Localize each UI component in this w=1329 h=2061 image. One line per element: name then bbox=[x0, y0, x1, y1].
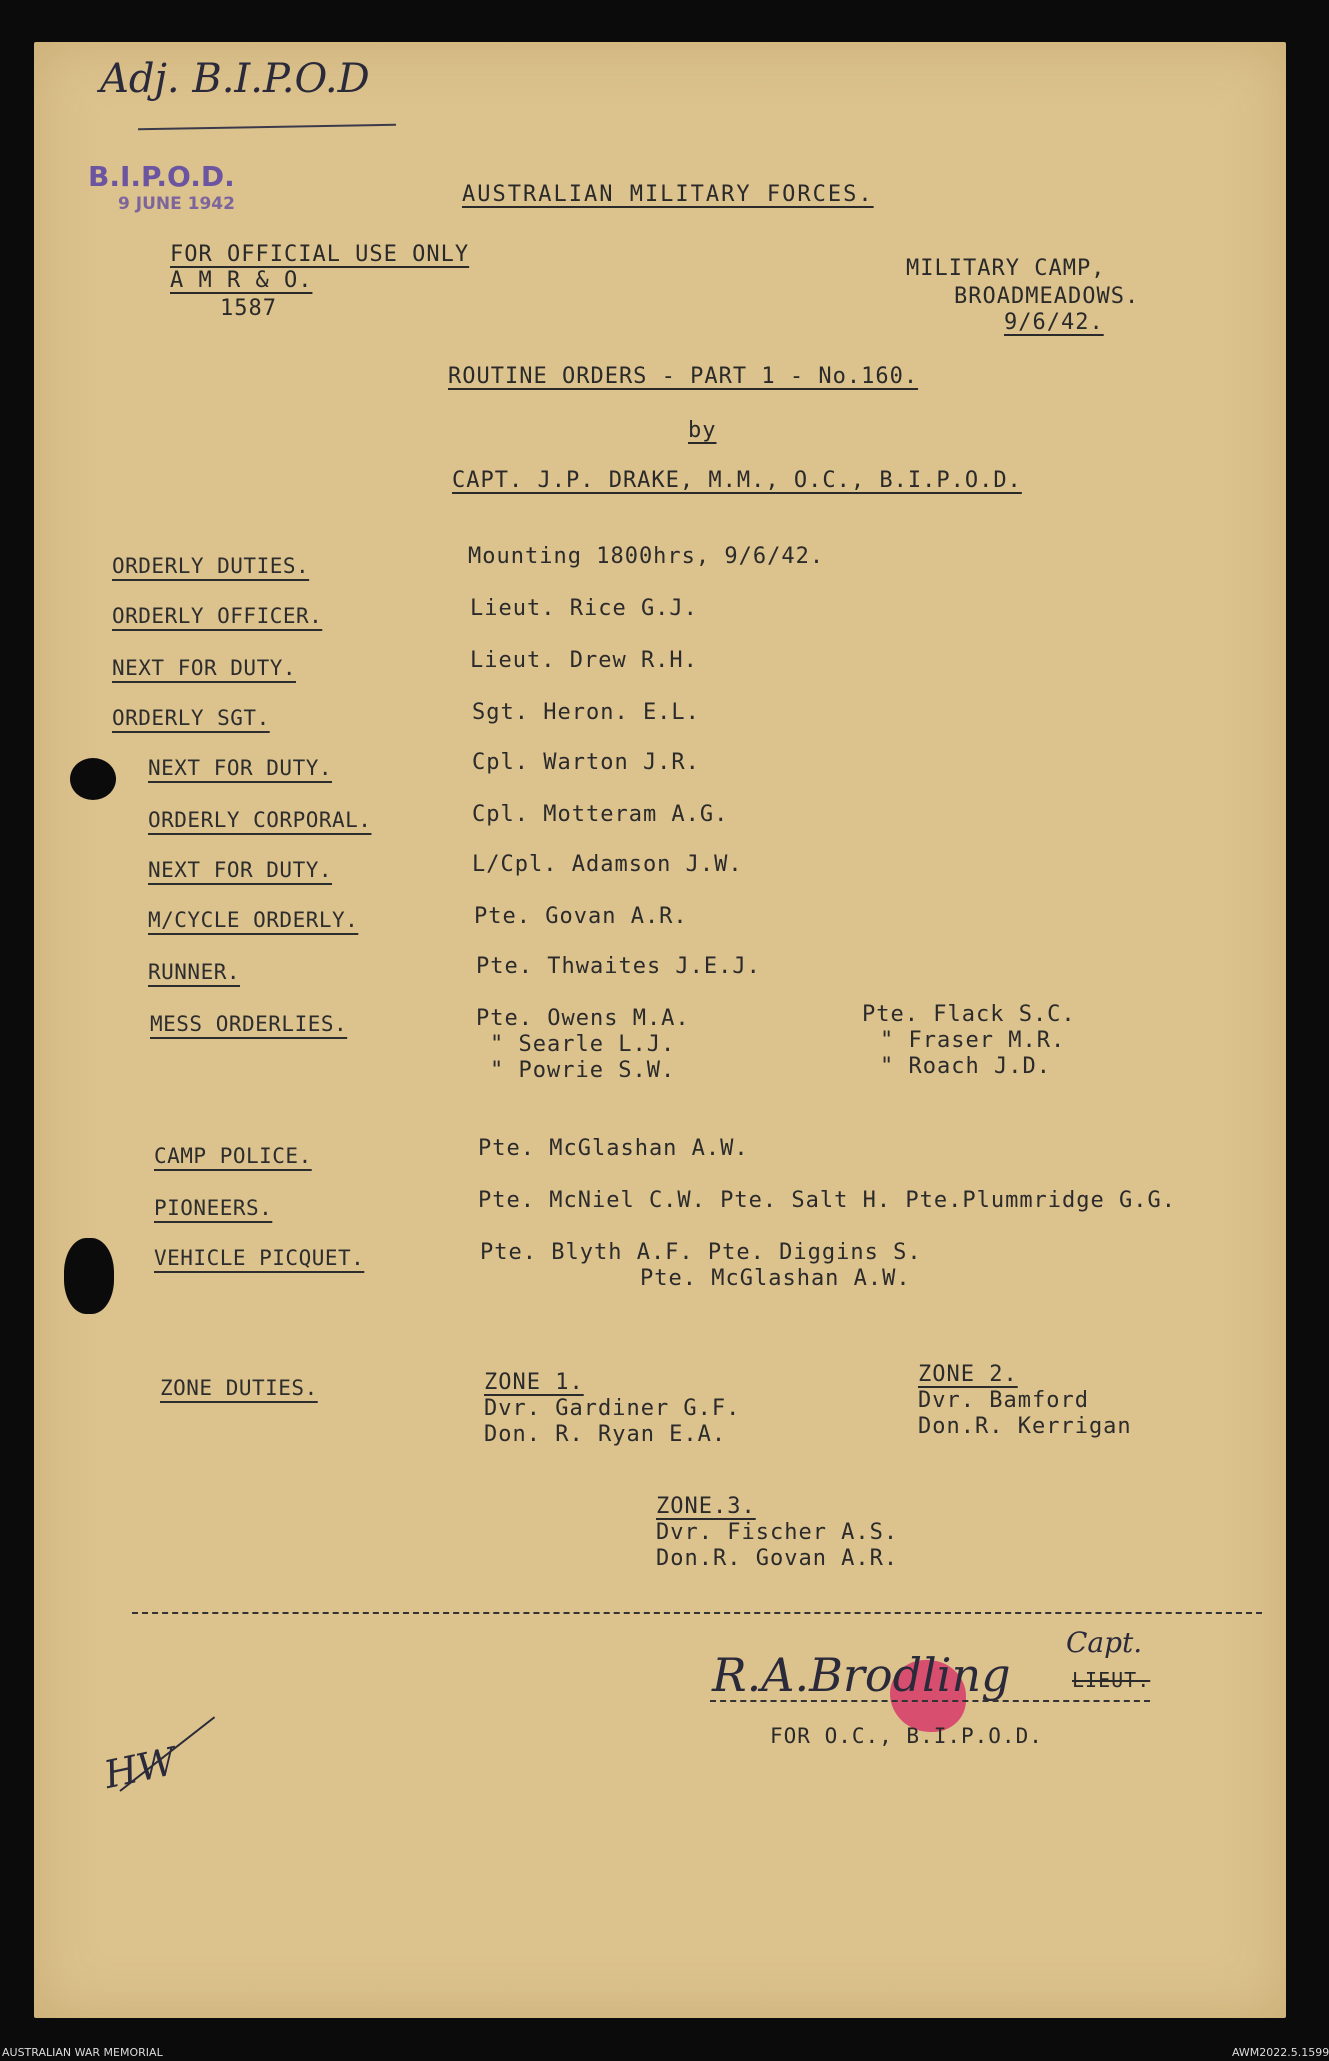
zone-3-title: ZONE.3. bbox=[656, 1494, 756, 1519]
mess-left-1: Pte. Owens M.A. bbox=[476, 1006, 690, 1031]
location-line-2: BROADMEADOWS. bbox=[954, 284, 1140, 309]
duty-value: Pte. Govan A.R. bbox=[474, 904, 688, 929]
footer-left: AUSTRALIAN WAR MEMORIAL bbox=[2, 2046, 163, 2059]
footer-right: AWM2022.5.1599 bbox=[1232, 2046, 1329, 2059]
duty-label: NEXT FOR DUTY. bbox=[148, 756, 333, 780]
handwritten-note: Adj. B.I.P.O.D bbox=[100, 56, 370, 102]
duty-label: ORDERLY OFFICER. bbox=[112, 604, 323, 628]
camp-police-value: Pte. McGlashan A.W. bbox=[478, 1136, 749, 1161]
vehicle-picquet-line-2: Pte. McGlashan A.W. bbox=[640, 1266, 911, 1291]
rank-struck: LIEUT. bbox=[1072, 1668, 1151, 1692]
zone-1-line-2: Don. R. Ryan E.A. bbox=[484, 1422, 727, 1447]
signature-underline bbox=[710, 1700, 1150, 1702]
handwritten-initials: HW bbox=[100, 1738, 180, 1798]
duty-value: Sgt. Heron. E.L. bbox=[472, 700, 700, 725]
duty-value: Pte. Thwaites J.E.J. bbox=[476, 954, 761, 979]
mess-label: MESS ORDERLIES. bbox=[150, 1012, 348, 1036]
zone-1-line-1: Dvr. Gardiner G.F. bbox=[484, 1396, 741, 1421]
signoff-for: FOR O.C., B.I.P.O.D. bbox=[770, 1724, 1043, 1748]
duty-label: ORDERLY CORPORAL. bbox=[148, 808, 372, 832]
mess-left-3: " Powrie S.W. bbox=[490, 1058, 676, 1083]
orders-author: CAPT. J.P. DRAKE, M.M., O.C., B.I.P.O.D. bbox=[452, 468, 1022, 493]
document-title: AUSTRALIAN MILITARY FORCES. bbox=[462, 182, 874, 207]
mess-right-3: " Roach J.D. bbox=[880, 1054, 1051, 1079]
duty-label: ORDERLY DUTIES. bbox=[112, 554, 310, 578]
duty-value: Mounting 1800hrs, 9/6/42. bbox=[468, 544, 825, 569]
zone-duties-label: ZONE DUTIES. bbox=[160, 1376, 318, 1400]
duty-value: Cpl. Warton J.R. bbox=[472, 750, 700, 775]
zone-2-line-2: Don.R. Kerrigan bbox=[918, 1414, 1132, 1439]
mess-right-2: " Fraser M.R. bbox=[880, 1028, 1066, 1053]
punch-hole-bottom bbox=[64, 1238, 114, 1314]
received-stamp-org: B.I.P.O.D. bbox=[88, 160, 235, 193]
duty-label: NEXT FOR DUTY. bbox=[112, 656, 297, 680]
amr-number: 1587 bbox=[220, 296, 277, 321]
location-line-1: MILITARY CAMP, bbox=[906, 256, 1106, 281]
duty-value: Lieut. Rice G.J. bbox=[470, 596, 698, 621]
vehicle-picquet-label: VEHICLE PICQUET. bbox=[154, 1246, 365, 1270]
duty-label: M/CYCLE ORDERLY. bbox=[148, 908, 359, 932]
section-divider bbox=[132, 1612, 1262, 1614]
duty-label: RUNNER. bbox=[148, 960, 241, 984]
zone-3-line-2: Don.R. Govan A.R. bbox=[656, 1546, 899, 1571]
duty-value: Lieut. Drew R.H. bbox=[470, 648, 698, 673]
camp-police-label: CAMP POLICE. bbox=[154, 1144, 312, 1168]
official-use-note: FOR OFFICIAL USE ONLY bbox=[170, 242, 470, 267]
duty-label: ORDERLY SGT. bbox=[112, 706, 270, 730]
duty-value: L/Cpl. Adamson J.W. bbox=[472, 852, 743, 877]
vehicle-picquet-line-1: Pte. Blyth A.F. Pte. Diggins S. bbox=[480, 1240, 922, 1265]
punch-hole-top bbox=[70, 758, 116, 800]
pioneers-value: Pte. McNiel C.W. Pte. Salt H. Pte.Plummridge G.G. bbox=[478, 1188, 1177, 1213]
signature: R.A.Brodling bbox=[712, 1648, 1011, 1702]
zone-2-title: ZONE 2. bbox=[918, 1362, 1018, 1387]
zone-2-line-1: Dvr. Bamford bbox=[918, 1388, 1089, 1413]
duty-label: NEXT FOR DUTY. bbox=[148, 858, 333, 882]
mess-left-2: " Searle L.J. bbox=[490, 1032, 676, 1057]
orders-title: ROUTINE ORDERS - PART 1 - No.160. bbox=[448, 364, 919, 389]
mess-right-1: Pte. Flack S.C. bbox=[862, 1002, 1076, 1027]
zone-3-line-1: Dvr. Fischer A.S. bbox=[656, 1520, 899, 1545]
duty-value: Cpl. Motteram A.G. bbox=[472, 802, 729, 827]
document-date: 9/6/42. bbox=[1004, 310, 1104, 335]
amr-reference: A M R & O. bbox=[170, 268, 313, 293]
pioneers-label: PIONEERS. bbox=[154, 1196, 273, 1220]
zone-1-title: ZONE 1. bbox=[484, 1370, 584, 1395]
rank-handwritten: Capt. bbox=[1066, 1626, 1143, 1659]
received-stamp-date: 9 JUNE 1942 bbox=[118, 194, 235, 214]
orders-by: by bbox=[688, 418, 717, 443]
